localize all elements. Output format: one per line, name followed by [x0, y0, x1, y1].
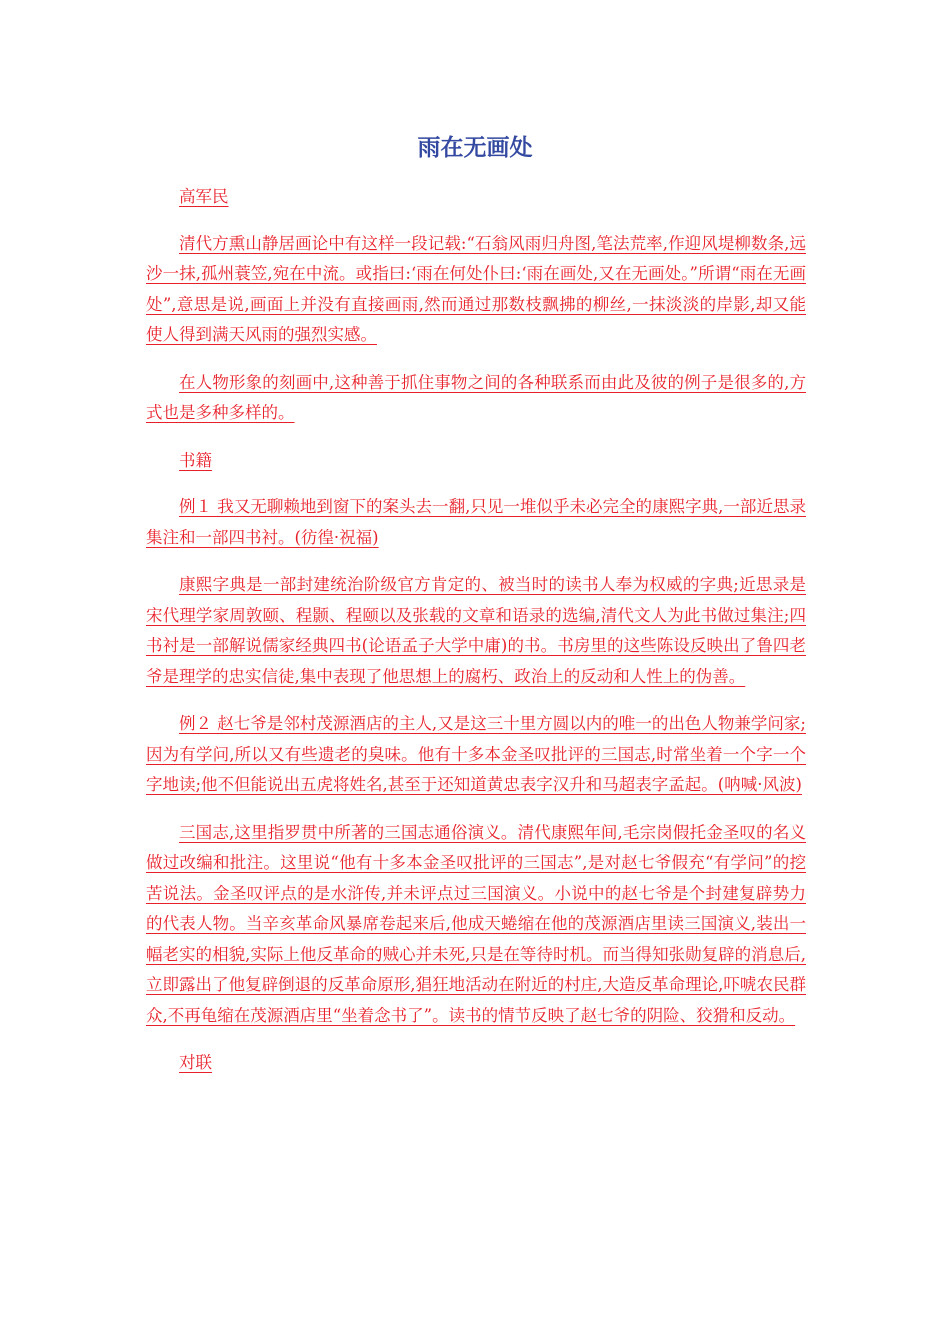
section-heading-books: 书籍: [179, 450, 212, 470]
example-1: 例１ 我又无聊赖地到窗下的案头去一翻,只见一堆似乎未必完全的康熙字典,一部近思录集注和一部四书衬。(彷徨·祝福): [146, 497, 806, 547]
intro-paragraph-2: 在人物形象的刻画中,这种善于抓住事物之间的各种联系而由此及彼的例子是很多的,方式也是多种多样的。: [146, 372, 806, 422]
example-2: 例２ 赵七爷是邻村茂源酒店的主人,又是这三十里方圆以内的唯一的出色人物兼学问家;因为有学问,所以又有些遗老的臭味。他有十多本金圣叹批评的三国志,时常坐着一个字一个字地读;他不但能说出五虎将姓名,甚至于还知道黄忠表字汉升和马超表字孟起。(呐喊·风波): [146, 714, 806, 794]
author-line: 高军民: [179, 187, 229, 206]
intro-paragraph-1: 清代方熏山静居画论中有这样一段记载:“石翁风雨归舟图,笔法荒率,作迎风堤柳数条,远沙一抹,孤州蓑笠,宛在中流。或指曰:‘雨在何处仆曰:‘雨在画处,又在无画处。”所谓“雨在无画处”,意思是说,画面上并没有直接画雨,然而通过那数枝飘拂的柳丝,一抹淡淡的岸影,却又能使人得到满天风雨的强烈实感。: [146, 233, 806, 344]
example-2-note: 三国志,这里指罗贯中所著的三国志通俗演义。清代康熙年间,毛宗岗假托金圣叹的名义做过改编和批注。这里说“他有十多本金圣叹批评的三国志”,是对赵七爷假充“有学问”的挖苦说法。金圣叹评点的是水浒传,并未评点过三国演义。小说中的赵七爷是个封建复辟势力的代表人物。当辛亥革命风暴席卷起来后,他成天蜷缩在他的茂源酒店里读三国演义,装出一幅老实的相貌,实际上他反革命的贼心并未死,只是在等待时机。而当得知张勋复辟的消息后,立即露出了他复辟倒退的反革命原形,猖狂地活动在附近的村庄,大造反革命理论,吓唬农民群众,不再龟缩在茂源酒店里“坐着念书了”。读书的情节反映了赵七爷的阴险、狡猾和反动。: [146, 822, 806, 1025]
document-body: [146, 182, 806, 1095]
example-1-note: 康熙字典是一部封建统治阶级官方肯定的、被当时的读书人奉为权威的字典;近思录是宋代理学家周敦颐、程颢、程颐以及张载的文章和语录的选编,清代文人为此书做过集注;四书衬是一部解说儒家经典四书(论语孟子大学中庸)的书。书房里的这些陈设反映出了鲁四老爷是理学的忠实信徒,集中表现了他思想上的腐朽、政治上的反动和人性上的伪善。: [146, 575, 806, 686]
document-title: 雨在无画处: [417, 135, 533, 161]
section-heading-couplets: 对联: [179, 1053, 212, 1072]
